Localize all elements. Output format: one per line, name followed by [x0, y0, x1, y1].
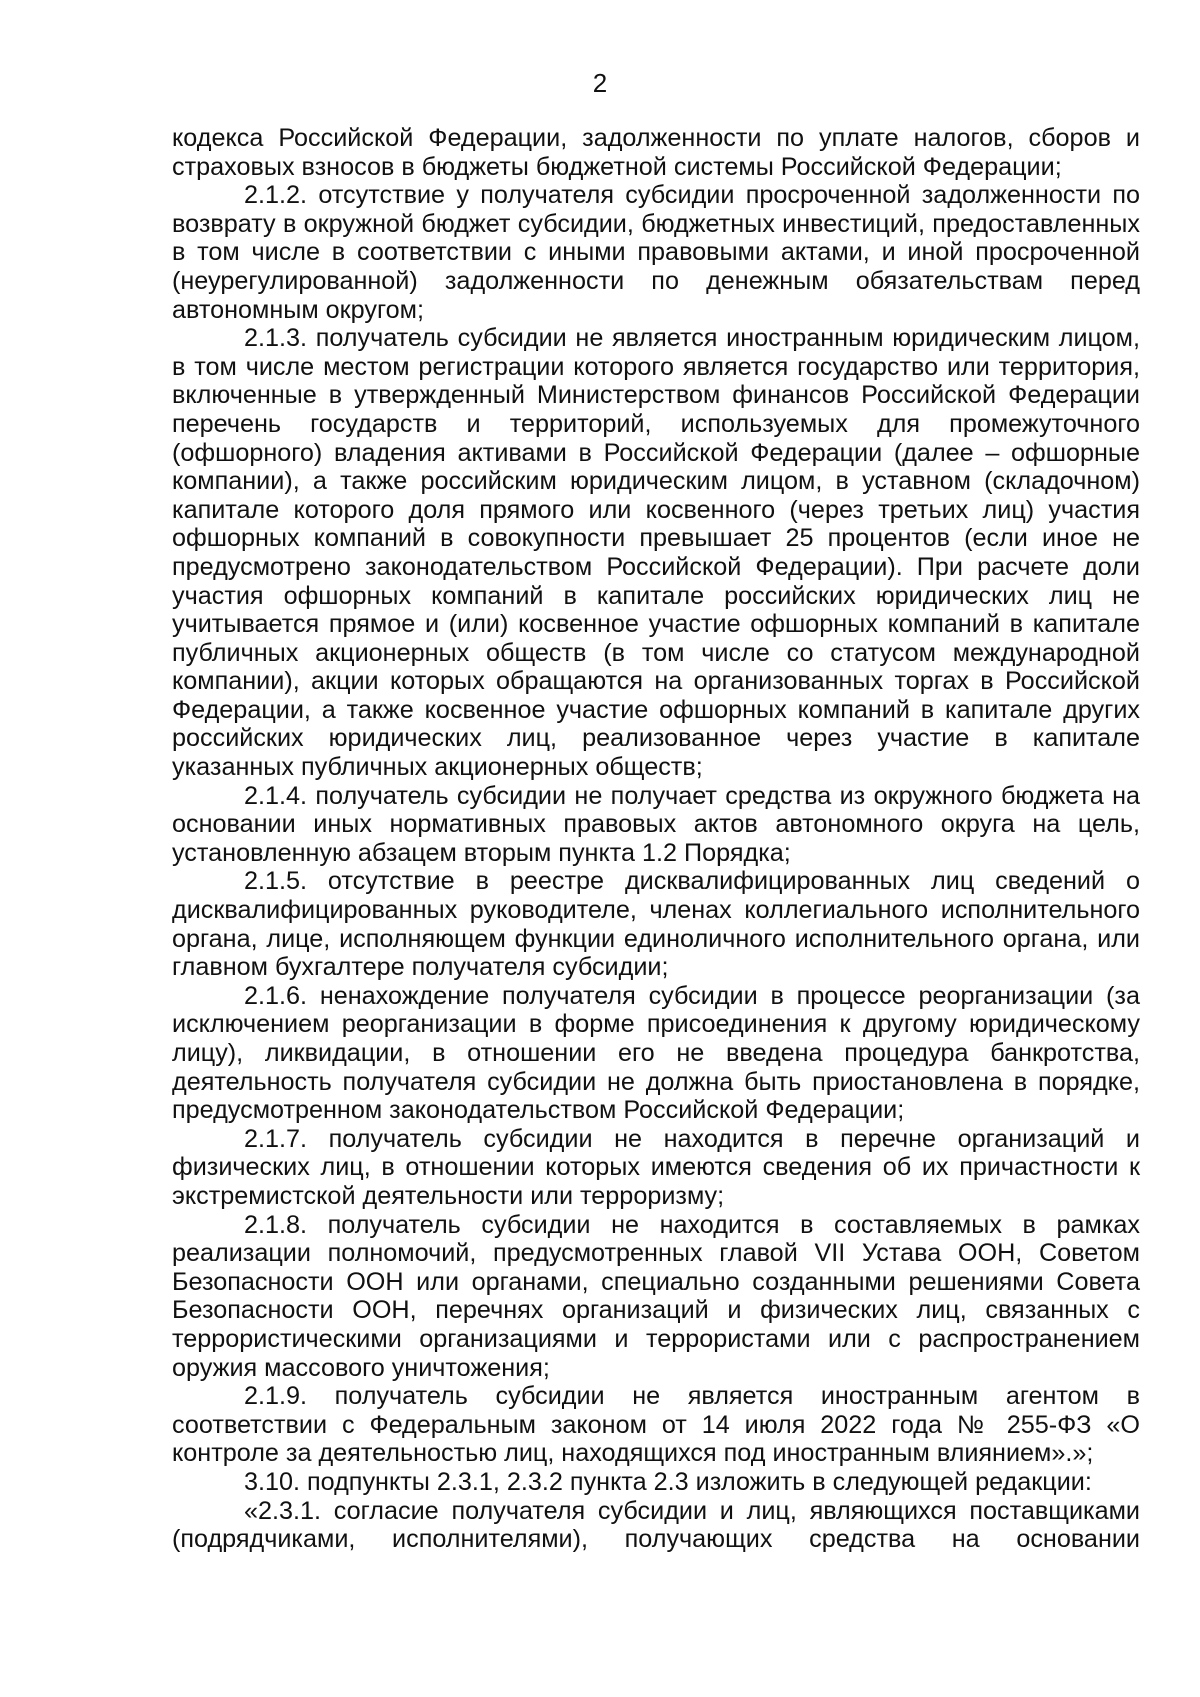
paragraph-2-1-8: 2.1.8. получатель субсидии не находится в составляемых в рамках реализации полномочий, предусмотренных главой VII Устава ООН, Советом Безопасности ООН или органами, специально созданными решениями Совета Безопасности ООН, перечнях организаций и физических лиц, связанных с террористическими организациями и террористами или с распространением оружия массового уничтожения; [172, 1210, 1140, 1382]
paragraph-tax-debt-continuation: кодекса Российской Федерации, задолженности по уплате налогов, сборов и страховых взносов в бюджеты бюджетной системы Российской Федерации; [172, 124, 1140, 181]
paragraph-2-1-4: 2.1.4. получатель субсидии не получает средства из окружного бюджета на основании иных нормативных правовых актов автономного округа на цель, установленную абзацем вторым пункта 1.2 Порядка; [172, 781, 1140, 867]
paragraph-2-1-7: 2.1.7. получатель субсидии не находится в перечне организаций и физических лиц, в отношении которых имеются сведения об их причастности к экстремистской деятельности или терроризму; [172, 1124, 1140, 1210]
paragraph-2-1-9: 2.1.9. получатель субсидии не является иностранным агентом в соответствии с Федеральным законом от 14 июля 2022 года № 255-ФЗ «О контроле за деятельностью лиц, находящихся под иностранным влиянием».»; [172, 1382, 1140, 1468]
paragraph-2-1-2: 2.1.2. отсутствие у получателя субсидии просроченной задолженности по возврату в окружной бюджет субсидии, бюджетных инвестиций, предоставленных в том числе в соответствии с иными правовыми актами, и иной просроченной (неурегулированной) задолженности по денежным обязательствам перед автономным округом; [172, 181, 1140, 324]
paragraph-2-1-3: 2.1.3. получатель субсидии не является иностранным юридическим лицом, в том числе местом регистрации которого является государство или территория, включенные в утвержденный Министерством финансов Российской Федерации перечень государств и территорий, используемых для промежуточного (офшорного) владения активами в Российской Федерации (далее – офшорные компании), а также российским юридическим лицом, в уставном (складочном) капитале которого доля прямого или косвенного (через третьих лиц) участия офшорных компаний в совокупности превышает 25 процентов (если иное не предусмотрено законодательством Российской Федерации). При расчете доли участия офшорных компаний в капитале российских юридических лиц не учитывается прямое и (или) косвенное участие офшорных компаний в капитале публичных акционерных обществ (в том числе со статусом международной компании), акции которых обращаются на организованных торгах в Российской Федерации, а также косвенное участие офшорных компаний в капитале других российских юридических лиц, реализованное через участие в капитале указанных публичных акционерных обществ; [172, 324, 1140, 782]
document-body [172, 124, 1140, 1554]
paragraph-2-1-5: 2.1.5. отсутствие в реестре дисквалифицированных лиц сведений о дисквалифицированных руководителе, членах коллегиального исполнительного органа, лице, исполняющем функции единоличного исполнительного органа, или главном бухгалтере получателя субсидии; [172, 867, 1140, 982]
paragraph-2-3-1: «2.3.1. согласие получателя субсидии и лиц, являющихся поставщиками (подрядчиками, исполнителями), получающих средства на основании [172, 1496, 1140, 1554]
paragraph-3-10: 3.10. подпункты 2.3.1, 2.3.2 пункта 2.3 изложить в следующей редакции: [244, 1467, 1092, 1496]
page-number: 2 [592, 68, 608, 98]
paragraph-2-1-6: 2.1.6. ненахождение получателя субсидии в процессе реорганизации (за исключением реорганизации в форме присоединения к другому юридическому лицу), ликвидации, в отношении его не введена процедура банкротства, деятельность получателя субсидии не должна быть приостановлена в порядке, предусмотренном законодательством Российской Федерации; [172, 981, 1140, 1125]
